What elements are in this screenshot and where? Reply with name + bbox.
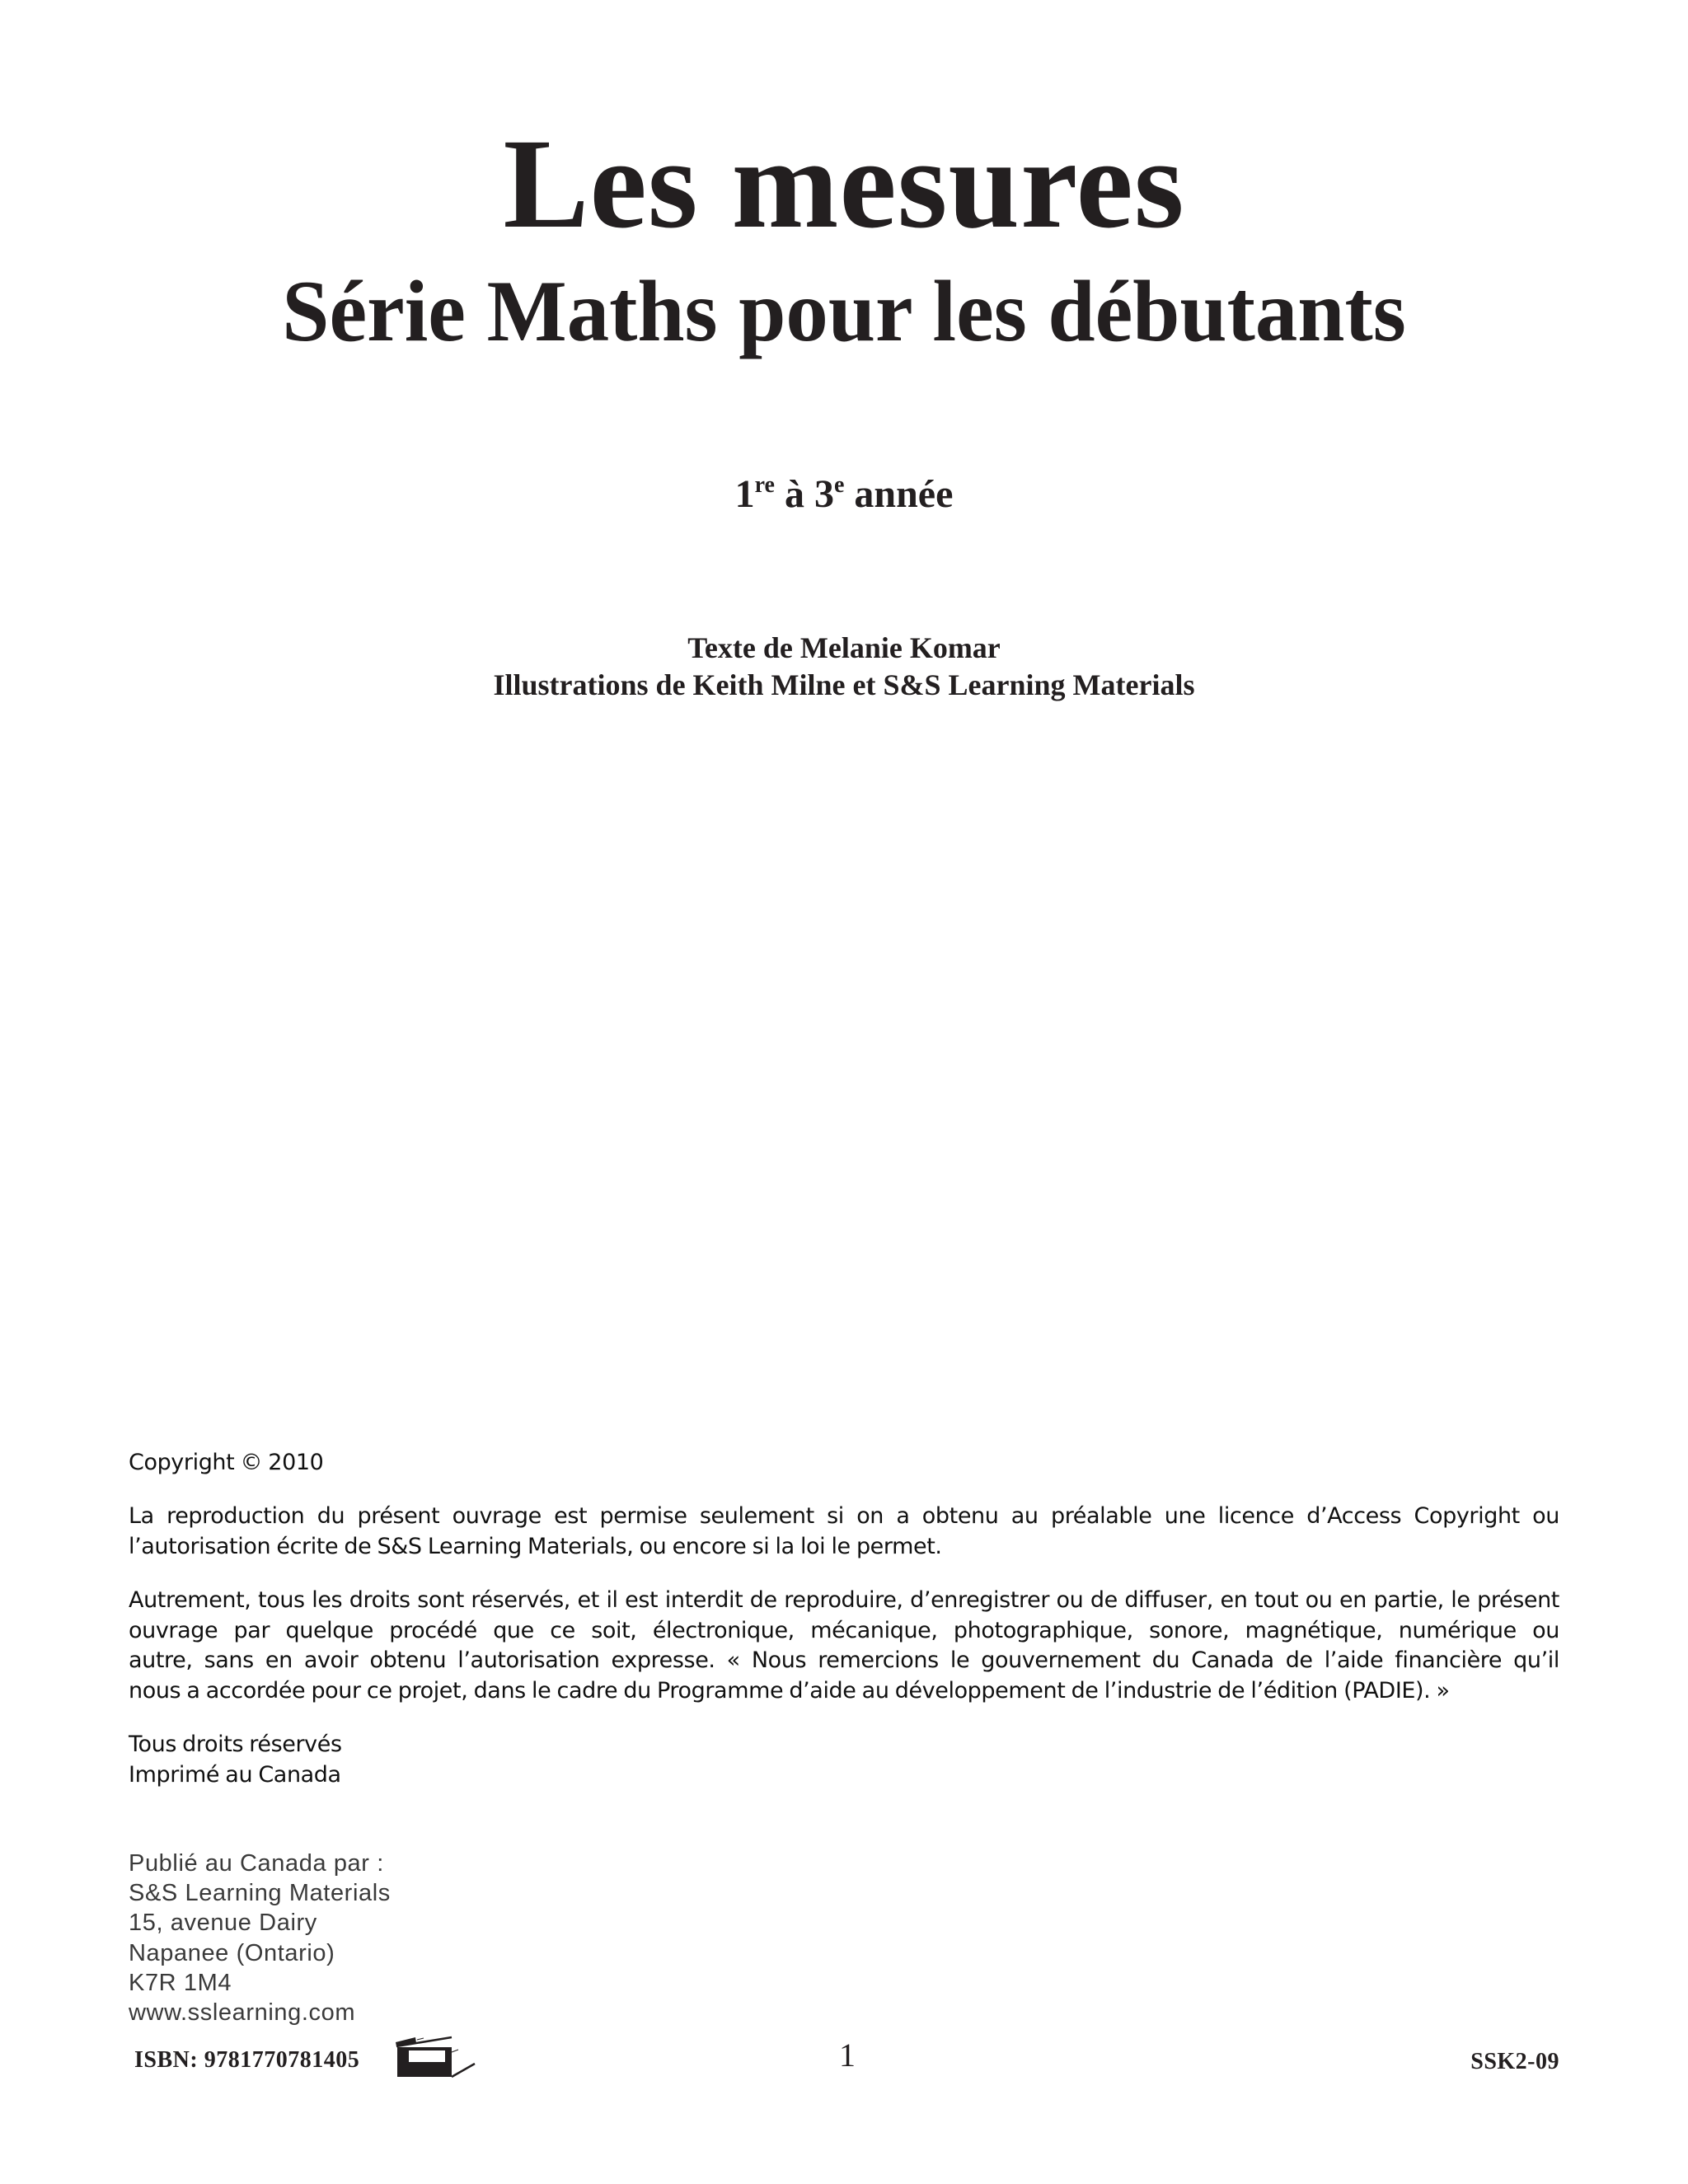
series-subtitle: Série Maths pour les débutants xyxy=(282,263,1406,359)
reproduction-line: La reproduction du présent ouvrage est permise seulement si on a obtenu au préalable une licence d’Access Copyright ou xyxy=(129,1503,1559,1529)
all-rights-reserved: Tous droits réservés xyxy=(129,1732,342,1757)
printed-in: Imprimé au Canada xyxy=(129,1761,341,1788)
publisher-city: Napanee (Ontario) xyxy=(129,1939,335,1966)
photocopier-icon xyxy=(387,2032,486,2082)
rights-line: Autrement, tous les droits sont réservés, et il est interdit de reproduire, d’enregistrer ou de diffuser, en tout ou en partie, le présent xyxy=(129,1587,1559,1613)
publisher-line: Publié au Canada par : xyxy=(129,1850,384,1877)
product-code: SSK2-09 xyxy=(1470,2049,1559,2074)
grade-label: année xyxy=(844,472,954,516)
rights-summary xyxy=(129,1730,1559,1790)
publisher-address xyxy=(129,1849,391,2027)
grade-level xyxy=(0,470,1688,519)
grade-start-ordinal: re xyxy=(754,472,775,498)
rights-line: autre, sans en avoir obtenu l’autorisation expresse. « Nous remercions le gouvernement du Canada de l’aide financière qu’il xyxy=(129,1647,1559,1673)
illustrator-credit: Illustrations de Keith Milne et S&S Learning Materials xyxy=(493,668,1195,701)
copyright-notice xyxy=(129,1448,1559,1479)
rights-line: ouvrage par quelque procédé que ce soit, électronique, mécanique, photographique, sonore, magnétique, numérique ou xyxy=(129,1617,1559,1643)
publisher-street: 15, avenue Dairy xyxy=(129,1910,317,1937)
grade-connector: à xyxy=(774,472,814,516)
publisher-website: www.sslearning.com xyxy=(129,1999,356,2027)
isbn: ISBN: 9781770781405 xyxy=(134,2047,360,2073)
reproduction-line: l’autorisation écrite de S&S Learning Materials, ou encore si la loi le permet. xyxy=(129,1533,942,1559)
rights-line: nous a accordée pour ce projet, dans le cadre du Programme d’aide au développement de l’industrie de l’édition (PADIE). » xyxy=(129,1677,1450,1704)
grade-start-number: 1 xyxy=(734,472,755,516)
page-number: 1 xyxy=(839,2036,856,2074)
book-title: Les mesures xyxy=(503,112,1185,255)
author-credit: Texte de Melanie Komar xyxy=(687,631,1001,664)
grade-end-number: 3 xyxy=(814,472,834,516)
copyright-line: Copyright © 2010 xyxy=(129,1450,324,1475)
grade-end-ordinal: e xyxy=(833,472,845,498)
reproduction-paragraph xyxy=(129,1502,1559,1562)
publisher-postal-code: K7R 1M4 xyxy=(129,1969,232,1996)
publisher-name: S&S Learning Materials xyxy=(129,1880,391,1907)
rights-paragraph xyxy=(129,1586,1559,1706)
